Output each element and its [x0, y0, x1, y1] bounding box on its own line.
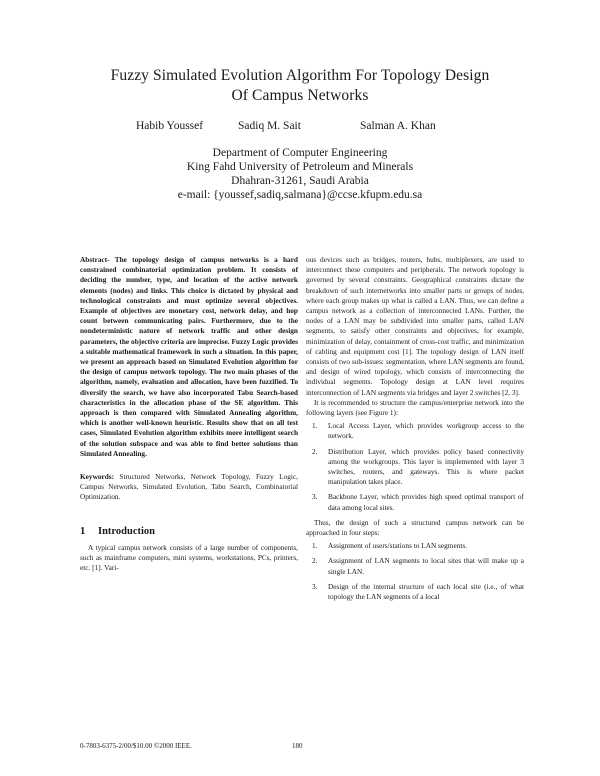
title-line-2: Of Campus Networks [231, 87, 369, 104]
list-item-text: Assignment of users/stations to LAN segments. [328, 541, 468, 551]
right-column [306, 255, 524, 607]
title-line-1: Fuzzy Simulated Evolution Algorithm For Topology Design [110, 67, 490, 84]
abstract-text: The topology design of campus networks is a hard constrained combinatorial optimization problem. It consists of deciding the number, type, and location of the active network elements (nodes) and links. This choice is dictated by physical and technological constraints and must optimize several objectives. Example of objectives are monetary cost, network delay, and hop count between communicating pairs. Furthermore, due to the nondeterministic nature of network traffic and other design parameters, the objective criteria are imprecise. Fuzzy Logic provides a suitable mathematical framework in such a situation. In this paper, we present an approach based on Simulated Evolution algorithm for the design of campus network topology. The two main phases of the algorithm, namely, evaluation and allocation, have been fuzzified. To diversify the search, we have also incorporated Tabu Search-based characteristics in the allocation phase of the SE algorithm. This approach is then compared with Simulated Annealing algorithm, which is another well-known heuristic. Results show that on all test cases, Simulated Evolution algorithm exhibits more intelligent search of the solution subspace and was able to find better solutions than Simulated Annealing. [80, 255, 298, 458]
keywords-text: Structured Networks, Network Topology, Fuzzy Logic, Campus Networks, Simulated Evolution, Tabu Search, Combinatorial Optimization. [80, 472, 298, 502]
section-title: Introduction [98, 525, 155, 537]
list-item: 2. Assignment of LAN segments to local sites that will make up a single LAN. [312, 556, 524, 576]
list-item: 3. Design of the internal structure of each local site (i.e., of what topology the LAN segments of a local [312, 581, 524, 602]
affiliation-department: Department of Computer Engineering [212, 147, 388, 159]
layer-list [306, 421, 524, 513]
left-column [80, 255, 298, 573]
page-footer [0, 742, 600, 754]
abstract-label: Abstract- [80, 255, 110, 264]
author-1: Habib Youssef [136, 120, 204, 132]
affiliation-university: King Fahd University of Petroleum and Minerals [186, 161, 414, 173]
list-item-text: Distribution Layer, which provides policy based connectivity among the workgroups. This layer is implemented with layer 3 switches, routers, and gateways. This is where packet manipulation takes place. [328, 446, 524, 487]
author-2: Sadiq M. Sait [238, 120, 301, 132]
section-heading-introduction [80, 525, 298, 539]
body-paragraph-2: It is recommended to structure the campus/enterprise network into the following layers (see Figure 1): [306, 397, 524, 418]
list-item-text: Local Access Layer, which provides workgroup access to the network. [328, 421, 524, 441]
body-paragraph-1: ous devices such as bridges, routers, hubs, multiplexers, are used to interconnect these computers and peripherals. The network topology is governed by several constraints. Geographical constraints dictate the breakdown of such internetworks into smaller parts or groups of nodes, where each group makes up what is called a LAN. Thus, we can define a campus network as a collection of interconnected LANs. Further, the nodes of a LAN may be subdivided into smaller parts, called LAN segments, to satisfy other constraints and objectives, for example, minimization of delay, containment of cross-cost traffic, and minimization of cabling and equipment cost [1]. The topology design of LAN itself consists of two sub-issues: segmentation, where LAN segments are found, and design of wired topology, which consists of interconnecting the individual segments. Topology design at LAN level requires interconnection of LAN segments via bridges and layer 2 switches [2, 3]. [306, 255, 524, 397]
body-paragraph-3: Thus, the design of such a structured campus network can be approached in four steps: [306, 517, 524, 538]
list-item: 1. Assignment of users/stations to LAN segments. [312, 541, 468, 551]
list-item-text: Assignment of LAN segments to local sites that will make up a single LAN. [328, 556, 524, 576]
keywords [80, 472, 298, 503]
keywords-label: Keywords: [80, 472, 115, 482]
list-item-text: Design of the internal structure of each local site (i.e., of what topology the LAN segments of a local [328, 581, 524, 602]
affiliation-email: e-mail: {youssef,sadiq,salmana}@ccse.kfupm.edu.sa [177, 189, 423, 201]
step-list [306, 541, 524, 602]
list-item: 1. Local Access Layer, which provides workgroup access to the network. [312, 421, 524, 441]
paper-title [40, 66, 560, 106]
author-3: Salman A. Khan [360, 120, 436, 132]
section-number: 1 [80, 525, 86, 537]
list-item-text: Backbone Layer, which provides high speed optimal transport of data among local sites. [328, 492, 524, 512]
introduction-paragraph: A typical campus network consists of a large number of components, such as mainframe computers, mini systems, workstations, PCs, printers, etc. [1]. Vari- [80, 542, 298, 573]
list-item: 3. Backbone Layer, which provides high speed optimal transport of data among local sites. [312, 492, 524, 512]
affiliation [80, 146, 520, 202]
author-list [0, 120, 600, 136]
page-number: 180 [292, 742, 303, 750]
list-item: 2. Distribution Layer, which provides policy based connectivity among the workgroups. This layer is implemented with layer 3 switches, routers, and gateways. This is where packet manipulation takes place. [312, 446, 524, 487]
abstract [80, 255, 298, 459]
affiliation-city: Dhahran-31261, Saudi Arabia [231, 175, 369, 187]
copyright-notice: 0-7803-6375-2/00/$10.00 ©2000 IEEE. [80, 742, 192, 750]
